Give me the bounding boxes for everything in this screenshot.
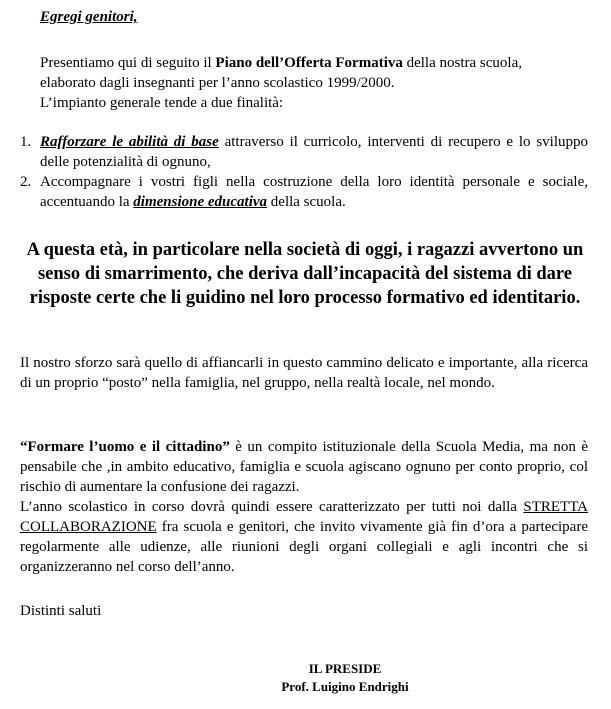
paragraph-text: fra scuola e genitori, che invito vivamente già fin d’ora a partecipare regolarmente alle udienze, alle riunioni degli organi collegiali e agli incontri che si organizzeranno nel corso dell’anno. bbox=[20, 519, 588, 575]
paragraph-text: è un compito istituzionale della Scuola Media, ma non è pensabile che ,in ambito educativo, famiglia e scuola agiscano ognuno per conto proprio, col rischio di aumentare la confusione dei ragazzi. bbox=[20, 439, 588, 495]
closing-salutation: Distinti saluti bbox=[20, 603, 102, 619]
aim-number: 1. bbox=[20, 134, 32, 150]
intro-text: Presentiamo qui di seguito il bbox=[40, 55, 216, 71]
intro-bold-title: Piano dell’Offerta Formativa bbox=[215, 55, 403, 71]
paragraph-collaboration bbox=[20, 437, 588, 577]
signature-block bbox=[270, 660, 420, 696]
aim-text: attraverso il curricolo, interventi di recupero e lo sviluppo delle potenzialità di ognuno, bbox=[40, 134, 588, 170]
paragraph-effort: Il nostro sforzo sarà quello di affiancarli in questo cammino delicato e importante, alla ricerca di un proprio “posto” nella famiglia, nel gruppo, nella realtà locale, nel mondo. bbox=[20, 355, 588, 391]
aim-bold-italic: Rafforzare le abilità di base bbox=[40, 134, 219, 150]
bold-statement: A questa età, in particolare nella società di oggi, i ragazzi avvertono un senso di smarrimento, che deriva dall’incapacità del sistema di dare risposte certe che li guidino nel loro processo formativo ed identitario. bbox=[26, 240, 584, 308]
aim-bold-italic: dimensione educativa bbox=[133, 194, 268, 210]
greeting: Egregi genitori, bbox=[40, 9, 138, 25]
signature-name: Prof. Luigino Endrighi bbox=[281, 679, 409, 694]
intro-line-2: elaborato dagli insegnanti per l’anno scolastico 1999/2000. bbox=[40, 75, 395, 91]
aim-item bbox=[20, 132, 588, 172]
aim-text-before: Accompagnare i vostri figli nella costruzione della loro identità personale e sociale, accentuando la bbox=[40, 174, 588, 210]
intro-text-after: della nostra scuola, bbox=[402, 55, 522, 71]
intro-paragraph bbox=[40, 53, 588, 113]
underlined-emphasis: STRETTA COLLABORAZIONE bbox=[20, 499, 588, 535]
intro-line-1 bbox=[40, 53, 588, 73]
aim-item bbox=[20, 172, 588, 212]
paragraph-text: L’anno scolastico in corso dovrà quindi essere caratterizzato per tutti noi dalla bbox=[20, 499, 524, 515]
aim-text-after: della scuola. bbox=[267, 194, 346, 210]
signature-title: IL PRESIDE bbox=[308, 661, 382, 676]
bold-quote: “Formare l’uomo e il cittadino” bbox=[20, 439, 230, 455]
aims-list bbox=[20, 132, 588, 212]
intro-line-3: L’impianto generale tende a due finalità: bbox=[40, 95, 284, 111]
aim-number: 2. bbox=[20, 174, 32, 190]
